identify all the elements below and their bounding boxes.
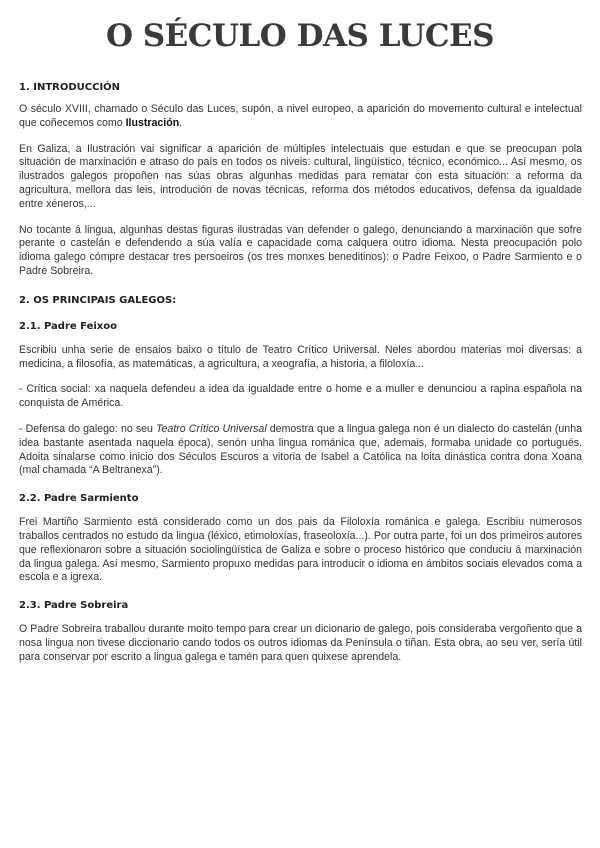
subsection-heading-feixoo: 2.1. Padre Feixoo [19, 320, 117, 332]
section-heading-principais: 2. OS PRINCIPAIS GALEGOS: [19, 294, 177, 306]
feixoo-paragraph-3: - Defensa do galego: no seu Teatro Crítico Universal demostra que a lingua galega non é un dialecto do castelán (unha idea bastante asentada naquela época), senón unha lingua románica que, ademais, formaba unidade co portugués. Adoita sinalarse como inicio dos Séculos Escuros a vitoria de Isabel a Católica na loita dinástica contra dona Xoana (mal chamada “A Beltranexa”). [19, 422, 582, 477]
section-heading-intro: 1. INTRODUCCIÓN [19, 82, 121, 93]
subsection-heading-sarmiento: 2.2. Padre Sarmiento [19, 493, 139, 505]
sobreira-paragraph-1: O Padre Sobreira traballou durante moito tempo para crear un dicionario de galego, pois consideraba vergoñento que a nosa lingua non tivese diccionario cando todos os outros idiomas da Península o tiñan. Esta obra, ao seu ver, sería útil para conservar por escrito a lingua galega e tamén para quen quixese aprendela. [19, 623, 582, 663]
teatro-critico-title: Teatro Crítico Universal [156, 422, 267, 435]
intro-paragraph-3: No tocante á lingua, algunhas destas figuras ilustradas van defender o galego, denunciando a marxinación que sofre perante o castelán e defendendo a súa valía e capacidade coma calquera outro idioma. Nesta preocupación polo idioma galego cómpre destacar tres persoeiros (os tres monxes beneditinos): o Padre Feixoo, o Padre Sarmiento e o Padre Sobreira. [19, 223, 582, 277]
document-title: O SÉCULO DAS LUCES [105, 18, 495, 54]
intro-paragraph-1: O século XVIII, chamado o Século das Luces, supón, a nivel europeo, a aparición do movemento cultural e intelectual que coñecemos como Ilustración. [19, 103, 582, 129]
sarmiento-paragraph-1: Frei Martiño Sarmiento está considerado como un dos pais da Filoloxía románica e galega. Escribiu numerosos traballos centrados no estudo da lingua (léxico, etimoloxías, fraseoloxía...). Por outra parte, foi un dos primeiros autores que reflexionaron sobre a situación sociolingüística de Galiza e sobre o proceso histórico que conduciu á marxinación da lingua galega. Así mesmo, Sarmiento propuxo medidas para introducir o idioma en ámbitos sociais elevados coma a escola e a igrexa. [19, 516, 582, 584]
intro-paragraph-2: En Galiza, a Ilustración vai significar a aparición de múltiples intelectuais que estudan e que se preocupan pola situación de marxinación e atraso do país en todos os niveis: cultural, lingüístico, técnico, económico... Así mesmo, os ilustrados galegos propoñen nas súas obras algunhas medidas para rematar con esta situación: a reforma da agricultura, mellora das leis, introdución de novas técnicas, reforma dos métodos educativos, defensa da igualdade entre xéneros,... [19, 142, 582, 210]
document-body [19, 82, 582, 665]
subsection-heading-sobreira: 2.3. Padre Sobreira [19, 600, 129, 612]
feixoo-paragraph-2: - Crítica social: xa naquela defendeu a idea da igualdade entre o home e a muller e denunciou a rapina española na conquista de América. [19, 383, 582, 410]
ilustracion-term: Ilustración [125, 116, 180, 129]
feixoo-paragraph-1: Escribiu unha serie de ensaios baixo o título de Teatro Crítico Universal. Neles abordou materias moi diversas: a medicina, a filosofía, as matemáticas, a agricultura, a xeografía, a historia, a filoloxía... [19, 343, 582, 370]
